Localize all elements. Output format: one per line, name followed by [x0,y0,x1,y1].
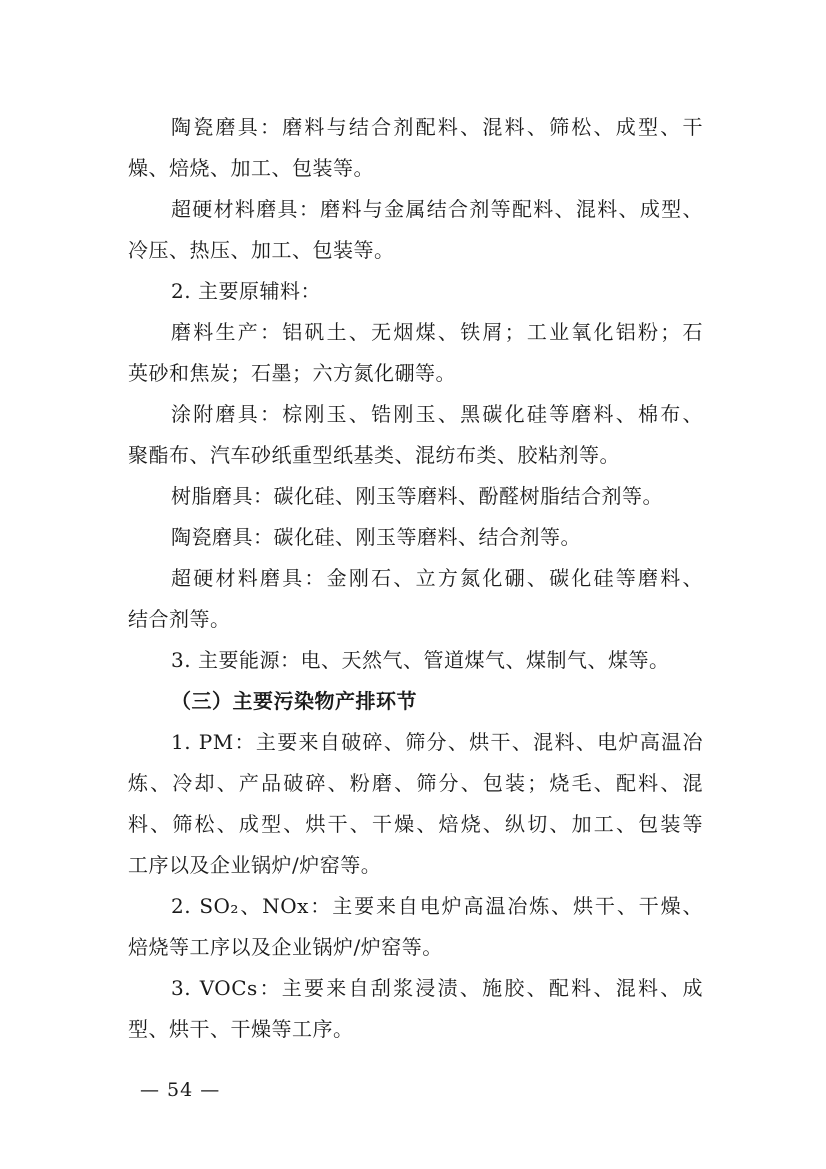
text-line: 陶瓷磨具：碳化硅、刚玉等磨料、结合剂等。 [171,525,581,549]
text-line: 磨料生产：铝矾土、无烟煤、铁屑；工业氧化铝粉；石 [171,320,703,344]
subsection-heading: （三）主要污染物产排环节 [171,689,417,713]
text-line: 陶瓷磨具：磨料与结合剂配料、混料、筛松、成型、干 [171,115,703,139]
text-line: 树脂磨具：碳化硅、刚玉等磨料、酚醛树脂结合剂等。 [171,484,663,508]
text-line: 涂附磨具：棕刚玉、锆刚玉、黑碳化硅等磨料、棉布、 [171,402,703,426]
text-line: 焙烧等工序以及企业锅炉/炉窑等。 [128,935,443,959]
text-line: 冷压、热压、加工、包装等。 [128,238,395,262]
text-line: 英砂和焦炭；石墨；六方氮化硼等。 [128,361,456,385]
text-line: 聚酯布、汽车砂纸重型纸基类、混纺布类、胶粘剂等。 [128,443,620,467]
text-line: 1. PM：主要来自破碎、筛分、烘干、混料、电炉高温冶 [171,730,703,754]
text-line: 3. 主要能源：电、天然气、管道煤气、煤制气、煤等。 [171,648,670,672]
text-line: 超硬材料磨具：磨料与金属结合剂等配料、混料、成型、 [171,197,703,221]
text-line: 超硬材料磨具：金刚石、立方氮化硼、碳化硅等磨料、 [171,566,703,590]
text-line: 3. VOCs：主要来自刮浆浸渍、施胶、配料、混料、成 [171,976,703,1000]
text-line: 燥、焙烧、加工、包装等。 [128,156,374,180]
text-line: 结合剂等。 [128,607,231,631]
page-number: — 54 — [140,1079,221,1101]
text-line: 2. SO₂、NOx：主要来自电炉高温冶炼、烘干、干燥、 [171,894,703,918]
text-line: 炼、冷却、产品破碎、粉磨、筛分、包装；烧毛、配料、混 [128,771,703,795]
section-heading: 2. 主要原辅料： [171,279,321,303]
text-line: 料、筛松、成型、烘干、干燥、焙烧、纵切、加工、包装等 [128,812,703,836]
text-line: 型、烘干、干燥等工序。 [128,1017,354,1041]
text-line: 工序以及企业锅炉/炉窑等。 [128,853,382,877]
